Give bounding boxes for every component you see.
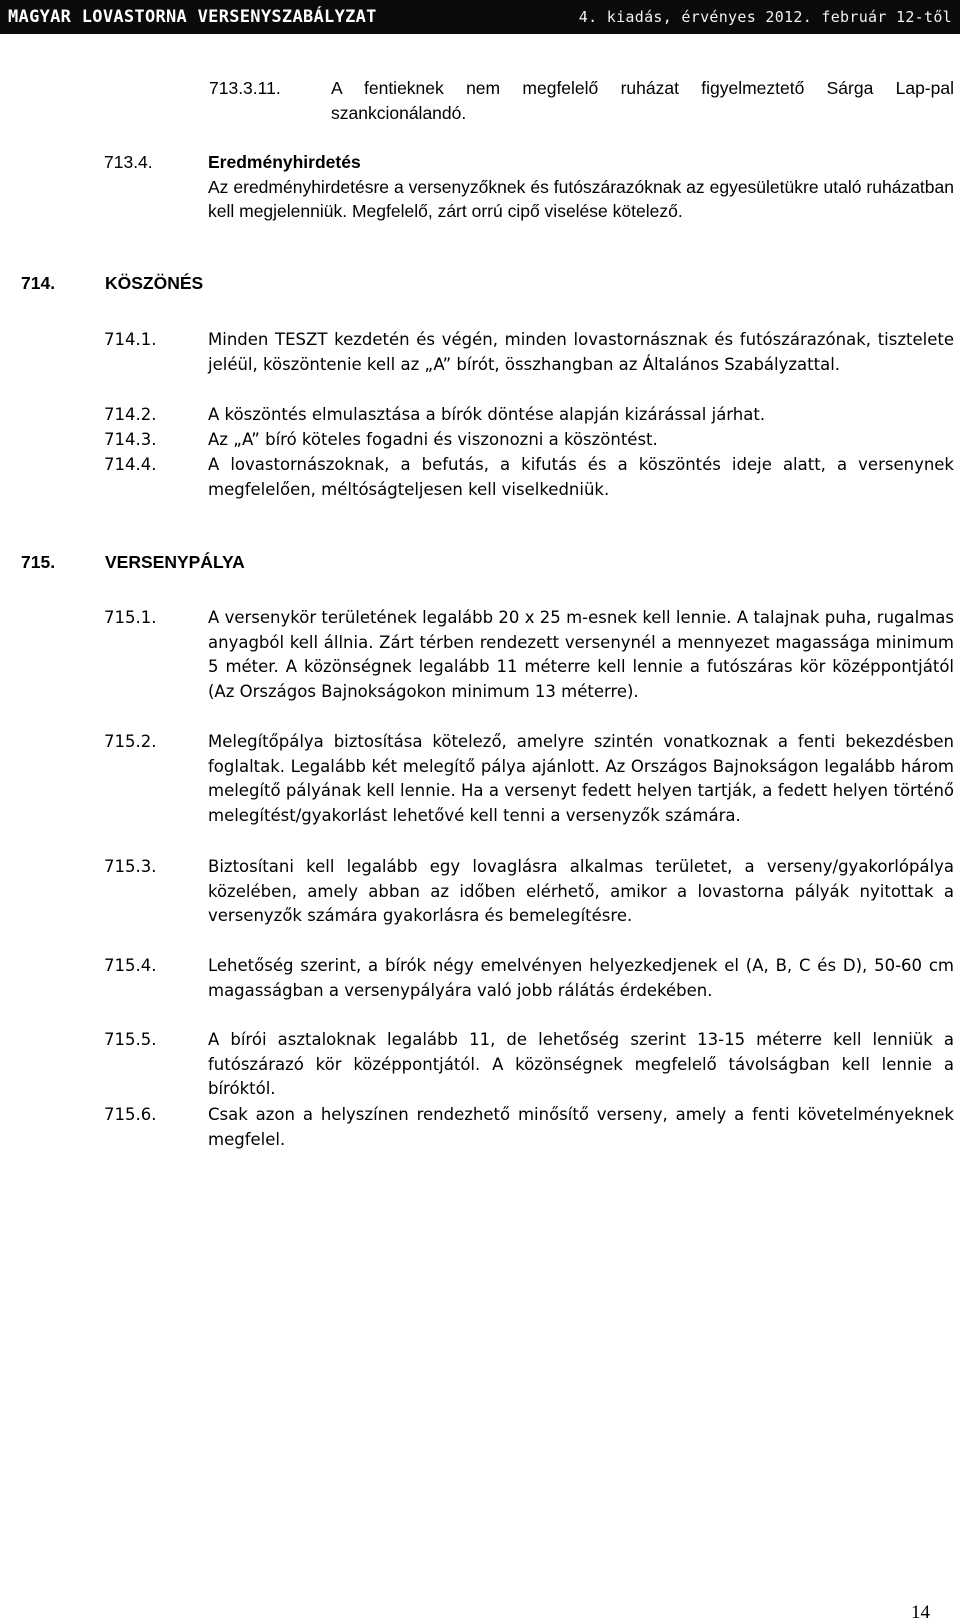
clause-text: Lehetőség szerint, a bírók négy emelvényen helyezkedjenek el (A, B, C és D), 50-60 cm magasságban a versenypályára való jobb rálátás érdekében. — [208, 956, 954, 1000]
clause-number: 714.2. — [104, 405, 157, 424]
clause-text: Az „A” bíró köteles fogadni és viszonozni a köszöntést. — [208, 430, 658, 449]
clause-number: 715.6. — [104, 1105, 157, 1124]
clause-text: A lovastornászoknak, a befutás, a kifutás és a köszöntés ideje alatt, a versenynek megfelelően, méltóságteljesen kell viselkedniük. — [208, 455, 954, 499]
section-heading-715 — [21, 552, 245, 573]
section-heading-714 — [21, 273, 203, 294]
clause-text: A fentieknek nem megfelelő ruházat figyelmeztető Sárga Lap-pal szankcionálandó. — [331, 78, 954, 123]
clause-text: Csak azon a helyszínen rendezhető minősítő verseny, amely a fenti követelményeknek megfelel. — [208, 1105, 954, 1149]
clause-body — [208, 150, 954, 224]
clause-number: 714.4. — [104, 455, 157, 474]
clause-number: 715.1. — [104, 608, 157, 627]
clause-number: 713.3.11. — [209, 78, 281, 98]
clause-number: 715.2. — [104, 732, 157, 751]
clause-number: 715.5. — [104, 1030, 157, 1049]
clause-number: 713.4. — [104, 152, 153, 172]
page-header — [0, 0, 960, 34]
page-number: 14 — [911, 1602, 930, 1623]
clause-text: A bírói asztaloknak legalább 11, de lehetőség szerint 13-15 méterre kell lenniük a futószárazó kör középpontjától. A közönségnek megfelelő távolságban kell lennie a bíróktól. — [208, 1030, 954, 1099]
clause-title: Eredményhirdetés — [208, 152, 361, 172]
clause-text: Melegítőpálya biztosítása kötelező, amelyre szintén vonatkoznak a fenti bekezdésben foglaltak. Legalább két melegítő pálya ajánlott. Az Országos Bajnokságon legalább három melegítő pályának kell lennie. Ha a versenyt fedett helyen tartják, a fedett helyen történő melegítést/gyakorlást lehetővé kell tenni a versenyzők számára. — [208, 732, 954, 825]
section-number: 714. — [21, 273, 56, 293]
header-title: MAGYAR LOVASTORNA VERSENYSZABÁLYZAT — [8, 7, 377, 27]
clause-number: 715.3. — [104, 857, 157, 876]
clause-number: 714.3. — [104, 430, 157, 449]
header-edition: 4. kiadás, érvényes 2012. február 12-től — [578, 8, 952, 26]
clause-number: 714.1. — [104, 330, 157, 349]
clause-text: Minden TESZT kezdetén és végén, minden lovastornásznak és futószárazónak, tisztelete jeléül, köszöntenie kell az „A” bírót, összhangban az Általános Szabályzattal. — [208, 330, 954, 374]
clause-number: 715.4. — [104, 956, 157, 975]
clause-text: A versenykör területének legalább 20 x 25 m-esnek kell lennie. A talajnak puha, rugalmas anyagból kell állnia. Zárt térben rendezett versenynél a mennyezet magassága minimum 5 méter. A közönségnek legalább 11 méterre kell lennie a futószáras kör középpontjától (Az Országos Bajnokságokon minimum 13 méterre). — [208, 608, 954, 701]
section-title: VERSENYPÁLYA — [105, 552, 245, 572]
clause-text: Biztosítani kell legalább egy lovaglásra alkalmas területet, a verseny/gyakorlópálya közelében, amely abban az időben elérhető, amikor a lovastorna pályák nyitottak a versenyzők számára gyakorlásra és bemelegítésre. — [208, 857, 954, 926]
section-title: KÖSZÖNÉS — [105, 273, 204, 293]
clause-text: Az eredményhirdetésre a versenyzőknek és futószárazóknak az egyesületükre utaló ruházatban kell megjelenniük. Megfelelő, zárt orrú cipő viselése kötelező. — [208, 176, 954, 222]
section-number: 715. — [21, 552, 56, 572]
clause-text: A köszöntés elmulasztása a bírók döntése alapján kizárással járhat. — [208, 405, 766, 424]
